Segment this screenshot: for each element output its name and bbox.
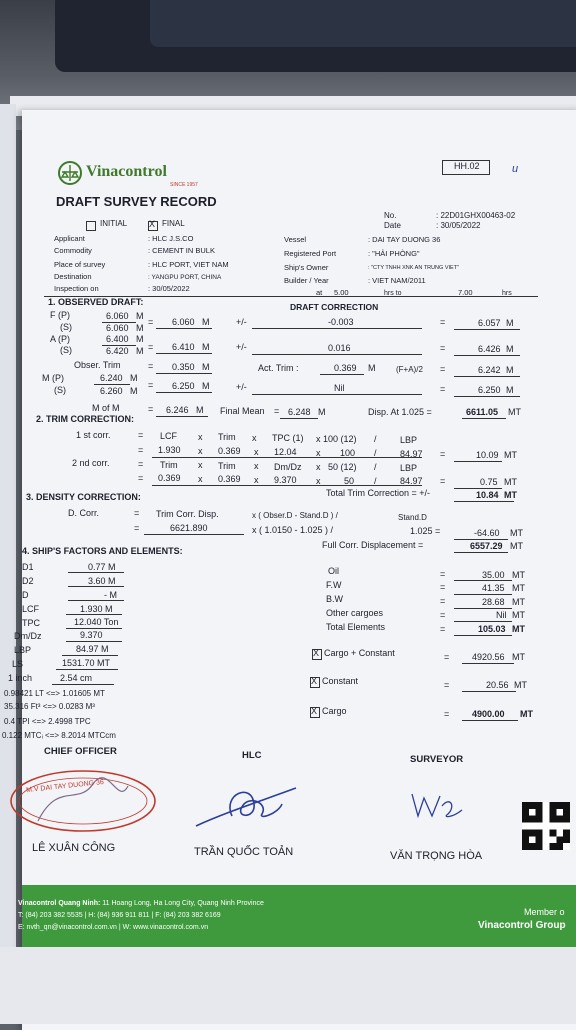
factor-ls-value: 1531.70 MT — [62, 658, 111, 668]
to-time: 7.00 — [458, 288, 473, 297]
section4-heading: 4. SHIP'S FACTORS AND ELEMENTS: — [22, 546, 183, 556]
fs-unit: M — [136, 323, 144, 333]
v2-eq: = — [138, 473, 144, 483]
v1-x1: x — [198, 446, 203, 456]
v1-slash: / — [374, 448, 377, 458]
final-mean-underline — [280, 418, 318, 419]
conversion-1: 0.98421 LT <=> 1.01605 MT — [4, 689, 105, 698]
v2-trim1: 0.369 — [158, 473, 181, 483]
owner-label: Ship's Owner — [284, 263, 329, 272]
m-of-m-value: 6.246 — [166, 405, 189, 415]
factor-underline-6 — [66, 641, 122, 642]
chief-officer-heading: CHIEF OFFICER — [44, 746, 117, 757]
act-trim-value: 0.369 — [334, 363, 357, 373]
factor-lbp-value: 84.97 M — [76, 644, 109, 654]
second-result-eq: = — [440, 476, 446, 486]
element-total-unit: MT — [512, 624, 525, 634]
hlc-signature — [192, 774, 302, 834]
ms-value: 6.260 — [100, 386, 123, 396]
builder-label: Builder / Year — [284, 276, 329, 285]
fa2-label: (F+A)/2 — [396, 365, 423, 374]
disp-underline — [462, 418, 506, 419]
page-title: DRAFT SURVEY RECORD — [56, 194, 217, 209]
s2-eq: = — [138, 459, 144, 469]
commodity-label: Commodity — [54, 246, 92, 255]
ms-unit: M — [130, 386, 138, 396]
v1-tpc: 12.04 — [274, 447, 297, 457]
footer-member: Member o — [524, 907, 565, 917]
first-corr-label: 1 st corr. — [76, 430, 111, 440]
total-trim-underline — [454, 501, 514, 502]
v2-fifty: 50 — [344, 476, 355, 486]
fp-label: F (P) — [50, 310, 70, 320]
no-label: No. — [384, 211, 397, 220]
mcorr-value: Nil — [334, 383, 345, 393]
as-value: 6.420 — [106, 346, 129, 356]
f2-lbp: LBP — [400, 463, 418, 473]
f2-dm: Dm/Dz — [274, 462, 302, 472]
reg-port-label: Registered Port — [284, 249, 337, 258]
vessel-value: : DAI TAY DUONG 36 — [368, 235, 441, 244]
v1-x2: x — [254, 447, 259, 457]
surveyor-signature — [406, 786, 466, 826]
element-oil-unit: MT — [512, 570, 525, 580]
mp-unit: M — [130, 373, 138, 383]
obser-trim-value: 0.350 — [172, 362, 195, 372]
builder-value: : VIET NAM/2011 — [368, 276, 426, 285]
f1-hundred: x 100 (12) — [316, 434, 357, 444]
f1-lbp: LBP — [400, 435, 418, 445]
footer-band — [18, 885, 576, 947]
d-values-eq: = — [134, 523, 140, 533]
reg-port-value: : "HẢI PHÒNG" — [368, 249, 420, 258]
obser-trim-label: Obser. Trim — [74, 360, 121, 370]
acorr-pm: +/- — [236, 342, 247, 352]
element-total-value: 105.03 — [478, 624, 506, 634]
commodity-value: : CEMENT IN BULK — [148, 246, 215, 255]
no-value: : 22D01GHX00463-02 — [436, 211, 516, 220]
v1-hundred: 100 — [340, 448, 356, 458]
factor-underline-1 — [68, 572, 124, 573]
factor-d-label: D — [22, 590, 29, 600]
d-corr-eq: = — [134, 508, 140, 518]
cargo-constant-eq: = — [444, 652, 450, 662]
m-result: 6.250 — [478, 385, 501, 395]
fp-unit: M — [136, 311, 144, 321]
element-underline-5 — [454, 635, 512, 636]
fcorr-underline — [252, 328, 422, 329]
first-result-eq: = — [440, 449, 446, 459]
fmean-unit: M — [202, 317, 210, 327]
amean-unit: M — [202, 342, 210, 352]
factor-d1-label: D1 — [22, 562, 34, 572]
constant-eq: = — [444, 680, 450, 690]
element-eq-3: = — [440, 596, 446, 606]
cargo-constant-underline — [462, 663, 514, 664]
v2-slash: / — [374, 476, 377, 486]
hlc-name: TRẦN QUỐC TOẢN — [194, 846, 294, 858]
v2-dm: 9.370 — [274, 475, 297, 485]
act-trim-label: Act. Trim : — [258, 363, 299, 373]
obser-trim-eq: = — [148, 361, 154, 371]
factor-dm-label: Dm/Dz — [14, 631, 42, 641]
ms-label: (S) — [54, 385, 66, 395]
stamp-text: M.V DAI TAY DUONG 36 — [25, 778, 105, 795]
disp-label: Disp. At 1.025 = — [368, 407, 432, 417]
section2-heading: 2. TRIM CORRECTION: — [36, 414, 134, 424]
acorr-underline — [252, 354, 422, 355]
m-of-m-underline — [156, 416, 208, 417]
first-result-unit: MT — [504, 450, 517, 460]
v2-lbp: 84.97 — [400, 476, 423, 486]
cargo-constant-mark: X — [313, 648, 320, 658]
v1-lbp: 84.97 — [400, 449, 423, 459]
second-result-unit: MT — [504, 477, 517, 487]
factor-tpc-label: TPC — [22, 618, 40, 628]
footer-company: Vinacontrol Quang Ninh: — [18, 900, 101, 907]
fcorr-eq: = — [440, 317, 446, 327]
f1-eq: = — [138, 445, 144, 455]
destination-label: Destination — [54, 272, 92, 281]
element-eq-1: = — [440, 569, 446, 579]
v2-x1: x — [198, 474, 203, 484]
mmean-unit: M — [202, 381, 210, 391]
f-result-underline — [454, 329, 520, 330]
element-eq-5: = — [440, 624, 446, 634]
factor-inch-value: 2.54 cm — [60, 673, 93, 683]
amean-eq: = — [148, 342, 154, 352]
d-value-a: 6621.890 — [170, 523, 208, 533]
d-formula-b: x ( Obser.D - Stand.D ) / — [252, 511, 338, 520]
cargo-constant-label: Cargo + Constant — [324, 648, 395, 658]
owner-value: : "CTY TNHH XNK AN TRUNG VIET" — [368, 265, 460, 271]
f2-fifty: 50 (12) — [328, 462, 357, 472]
fmean-underline — [156, 328, 212, 329]
element-underline-1 — [454, 580, 512, 581]
second-result: 0.75 — [480, 477, 498, 487]
element-fw-label: F.W — [326, 580, 342, 590]
from-time: 5.00 — [334, 288, 349, 297]
hrs-to-label: hrs to — [384, 290, 402, 297]
section1-heading: 1. OBSERVED DRAFT: — [48, 297, 144, 307]
section3-heading: 3. DENSITY CORRECTION: — [26, 492, 141, 502]
d-value-b: x ( 1.0150 - 1.025 ) / — [252, 525, 334, 535]
act-trim-underline — [320, 374, 364, 375]
mcorr-pm: +/- — [236, 382, 247, 392]
element-bw-unit: MT — [512, 597, 525, 607]
element-eq-2: = — [440, 582, 446, 592]
conversion-3: 0.4 TPI <=> 2.4998 TPC — [4, 717, 91, 726]
chief-officer-name: LÊ XUÂN CÔNG — [32, 842, 116, 854]
footer-address — [18, 898, 264, 909]
m-result-unit: M — [506, 385, 514, 395]
applicant-value: : HLC J.S.CO — [148, 234, 194, 243]
factor-dm-value: 9.370 — [80, 630, 103, 640]
mp-label: M (P) — [42, 373, 64, 383]
fcorr-value: -0.003 — [328, 317, 354, 327]
fs-value: 6.060 — [106, 323, 129, 333]
element-underline-2 — [454, 594, 512, 595]
f-result-unit: M — [506, 318, 514, 328]
v2-x3: x — [316, 476, 321, 486]
a-result: 6.426 — [478, 344, 501, 354]
cargo-constant-value: 4920.56 — [472, 652, 505, 662]
factor-inch-label: 1 inch — [8, 673, 33, 683]
d-value-a-underline — [144, 534, 244, 535]
f1-slash: / — [374, 434, 377, 444]
paper-stack-edge — [0, 104, 16, 984]
final-mean-unit: M — [318, 407, 326, 417]
qr-code-icon — [522, 802, 570, 850]
factor-underline-4 — [66, 614, 122, 615]
second-corr-label: 2 nd corr. — [72, 458, 110, 468]
mmean-eq: = — [148, 380, 154, 390]
amean-value: 6.410 — [172, 342, 195, 352]
factor-underline-8 — [56, 669, 118, 670]
d-result-unit: MT — [510, 528, 523, 538]
f-result: 6.057 — [478, 318, 501, 328]
d-value-c: 1.025 = — [410, 526, 441, 536]
applicant-label: Applicant — [54, 234, 85, 243]
mmean-underline — [156, 392, 212, 393]
cargo-unit: MT — [520, 709, 533, 719]
final-label: FINAL — [162, 219, 185, 228]
element-bw-label: B.W — [326, 594, 343, 604]
final-mean-value: 6.248 — [288, 407, 311, 417]
mcorr-eq: = — [440, 384, 446, 394]
v1-trim: 0.369 — [218, 446, 241, 456]
date-label: Date — [384, 221, 401, 230]
full-corr-value: 6557.29 — [470, 541, 503, 551]
fa2-unit: M — [506, 365, 514, 375]
obser-trim-unit: M — [202, 362, 210, 372]
first-result-underline — [454, 461, 502, 462]
as-label: (S) — [60, 345, 72, 355]
fcorr-pm: +/- — [236, 317, 247, 327]
factor-underline-3 — [68, 600, 124, 601]
fs-label: (S) — [60, 322, 72, 332]
f1-x2: x — [252, 433, 257, 443]
factor-underline-9 — [52, 684, 114, 685]
fp-value: 6.060 — [106, 311, 129, 321]
place-label: Place of survey — [54, 260, 106, 269]
cargo-value: 4900.00 — [472, 709, 505, 719]
total-trim-unit: MT — [504, 490, 517, 500]
factor-lbp-label: LBP — [14, 645, 32, 655]
conversion-2: 35.316 Ft³ <=> 0.0283 M³ — [4, 702, 95, 711]
fa2-eq: = — [440, 364, 446, 374]
mp-value: 6.240 — [100, 373, 123, 383]
constant-label: Constant — [322, 676, 359, 686]
f1-trim: Trim — [218, 432, 236, 442]
m-result-underline — [454, 396, 520, 397]
element-underline-4 — [454, 621, 512, 622]
v2-trim2: 0.369 — [218, 474, 241, 484]
initial-checkbox — [86, 221, 96, 231]
obser-trim-underline — [156, 373, 212, 374]
v1-x3: x — [316, 448, 321, 458]
ship-stamp — [8, 766, 158, 836]
first-corr-eq: = — [138, 430, 144, 440]
conversion-4: 0.122 MTCᵢ <=> 8.2014 MTCcm — [2, 731, 116, 740]
footer-group: Vinacontrol Group — [478, 920, 566, 931]
fa2-value: 6.242 — [478, 365, 501, 375]
mmean-value: 6.250 — [172, 381, 195, 391]
v2-x2: x — [254, 475, 259, 485]
d-formula-c: Stand.D — [398, 513, 427, 522]
act-trim-unit: M — [368, 363, 376, 373]
form-code: HH.02 — [454, 161, 480, 171]
factor-underline-2 — [68, 586, 124, 587]
as-unit: M — [136, 346, 144, 356]
amean-underline — [156, 353, 212, 354]
f1-x1: x — [198, 432, 203, 442]
lower-paper — [0, 947, 576, 1024]
hrs-label: hrs — [502, 290, 512, 297]
d-result-underline — [454, 539, 508, 540]
at-label: at — [316, 288, 323, 297]
cargo-mark: X — [311, 706, 318, 716]
brand-since: SINCE 1957 — [170, 182, 198, 188]
element-total-label: Total Elements — [326, 622, 386, 632]
acorr-eq: = — [440, 343, 446, 353]
cargo-label: Cargo — [322, 706, 347, 716]
f2-slash: / — [374, 462, 377, 472]
initial-label: INITIAL — [100, 219, 128, 228]
laptop — [55, 0, 576, 72]
total-trim-value: 10.84 — [476, 490, 499, 500]
d-corr-label: D. Corr. — [68, 508, 100, 518]
surveyor-heading: SURVEYOR — [410, 754, 464, 765]
factor-lcf-label: LCF — [22, 604, 40, 614]
f2-trim2: Trim — [218, 461, 236, 471]
v1-underline — [152, 457, 422, 458]
final-mean-eq: = — [274, 406, 280, 416]
ap-label: A (P) — [50, 334, 71, 344]
f1-lcf: LCF — [160, 431, 178, 441]
footer-phones: T: (84) 203 382 5535 | H: (84) 936 911 811 | F: (84) 203 382 6169 — [18, 912, 221, 919]
d-formula-a: Trim Corr. Disp. — [156, 509, 219, 519]
factor-d2-label: D2 — [22, 576, 34, 586]
final-checkmark: X — [149, 219, 156, 229]
inspection-label: Inspection on — [54, 284, 99, 293]
m-of-m-label: M of M — [92, 403, 120, 413]
draft-correction-heading: DRAFT CORRECTION — [290, 302, 379, 312]
place-value: : HLC PORT, VIET NAM — [148, 260, 229, 269]
element-other-label: Other cargoes — [326, 608, 384, 618]
first-result: 10.09 — [476, 450, 499, 460]
disp-unit: MT — [508, 407, 521, 417]
mp-underline — [94, 384, 130, 385]
a-result-unit: M — [506, 344, 514, 354]
f2-trim1: Trim — [160, 460, 178, 470]
element-oil-value: 35.00 — [482, 570, 505, 580]
disp-value: 6611.05 — [466, 407, 499, 417]
factor-lcf-value: 1.930 M — [80, 604, 113, 614]
factor-d1-value: 0.77 M — [88, 562, 116, 572]
full-corr-label: Full Corr. Displacement = — [322, 540, 424, 550]
factor-d-value: - M — [104, 590, 117, 600]
element-other-value: Nil — [496, 610, 507, 620]
m-of-m-eq: = — [148, 404, 154, 414]
hlc-heading: HLC — [242, 750, 262, 761]
constant-unit: MT — [514, 680, 527, 690]
d-result: -64.60 — [474, 528, 500, 538]
v2-underline — [152, 485, 422, 486]
factor-d2-value: 3.60 M — [88, 576, 116, 586]
footer-web: E: nvth_qn@vinacontrol.com.vn | W: www.vinacontrol.com.vn — [18, 924, 209, 931]
constant-mark: X — [311, 676, 318, 686]
v1-lcf: 1.930 — [158, 445, 181, 455]
total-trim-label: Total Trim Correction = +/- — [326, 488, 431, 498]
constant-underline — [462, 691, 516, 692]
destination-value: : YANGPU PORT, CHINA — [148, 274, 222, 281]
fmean-value: 6.060 — [172, 317, 195, 327]
surveyor-name: VĂN TRỌNG HÒA — [390, 850, 483, 862]
footer-address-text: 11 Hoang Long, Ha Long City, Quang Ninh Province — [100, 900, 264, 907]
full-corr-underline — [454, 552, 508, 553]
fmean-eq: = — [148, 317, 154, 327]
acorr-value: 0.016 — [328, 343, 351, 353]
f2-x2: x — [254, 461, 259, 471]
ap-unit: M — [136, 334, 144, 344]
mcorr-underline — [252, 394, 422, 395]
element-fw-unit: MT — [512, 583, 525, 593]
inspection-value: : 30/05/2022 — [148, 284, 190, 293]
element-other-unit: MT — [512, 610, 525, 620]
f2-x3: x — [316, 462, 321, 472]
factor-tpc-value: 12.040 Ton — [74, 617, 119, 627]
factor-ls-label: LS — [12, 659, 24, 669]
second-result-underline — [454, 488, 502, 489]
f1-tpc: TPC (1) — [272, 433, 304, 443]
vessel-label: Vessel — [284, 235, 307, 244]
brand-name: Vinacontrol — [86, 163, 167, 180]
full-corr-unit: MT — [510, 541, 523, 551]
constant-value: 20.56 — [486, 680, 509, 690]
element-bw-value: 28.68 — [482, 597, 505, 607]
element-oil-label: Oil — [328, 566, 339, 576]
element-eq-4: = — [440, 610, 446, 620]
vinacontrol-logo-icon — [57, 160, 83, 186]
date-value: : 30/05/2022 — [436, 221, 481, 230]
fa2-underline — [454, 376, 520, 377]
a-result-underline — [454, 355, 520, 356]
element-underline-3 — [454, 608, 512, 609]
factor-underline-7 — [62, 655, 118, 656]
cargo-eq: = — [444, 709, 450, 719]
f2-x1: x — [198, 460, 203, 470]
cargo-underline — [462, 720, 518, 721]
element-fw-value: 41.35 — [482, 583, 505, 593]
factor-underline-5 — [66, 628, 122, 629]
ap-value: 6.400 — [106, 334, 129, 344]
cargo-constant-unit: MT — [512, 652, 525, 662]
final-mean-label: Final Mean — [220, 406, 265, 416]
m-of-m-unit: M — [196, 405, 204, 415]
initial-mark: u — [512, 163, 519, 175]
